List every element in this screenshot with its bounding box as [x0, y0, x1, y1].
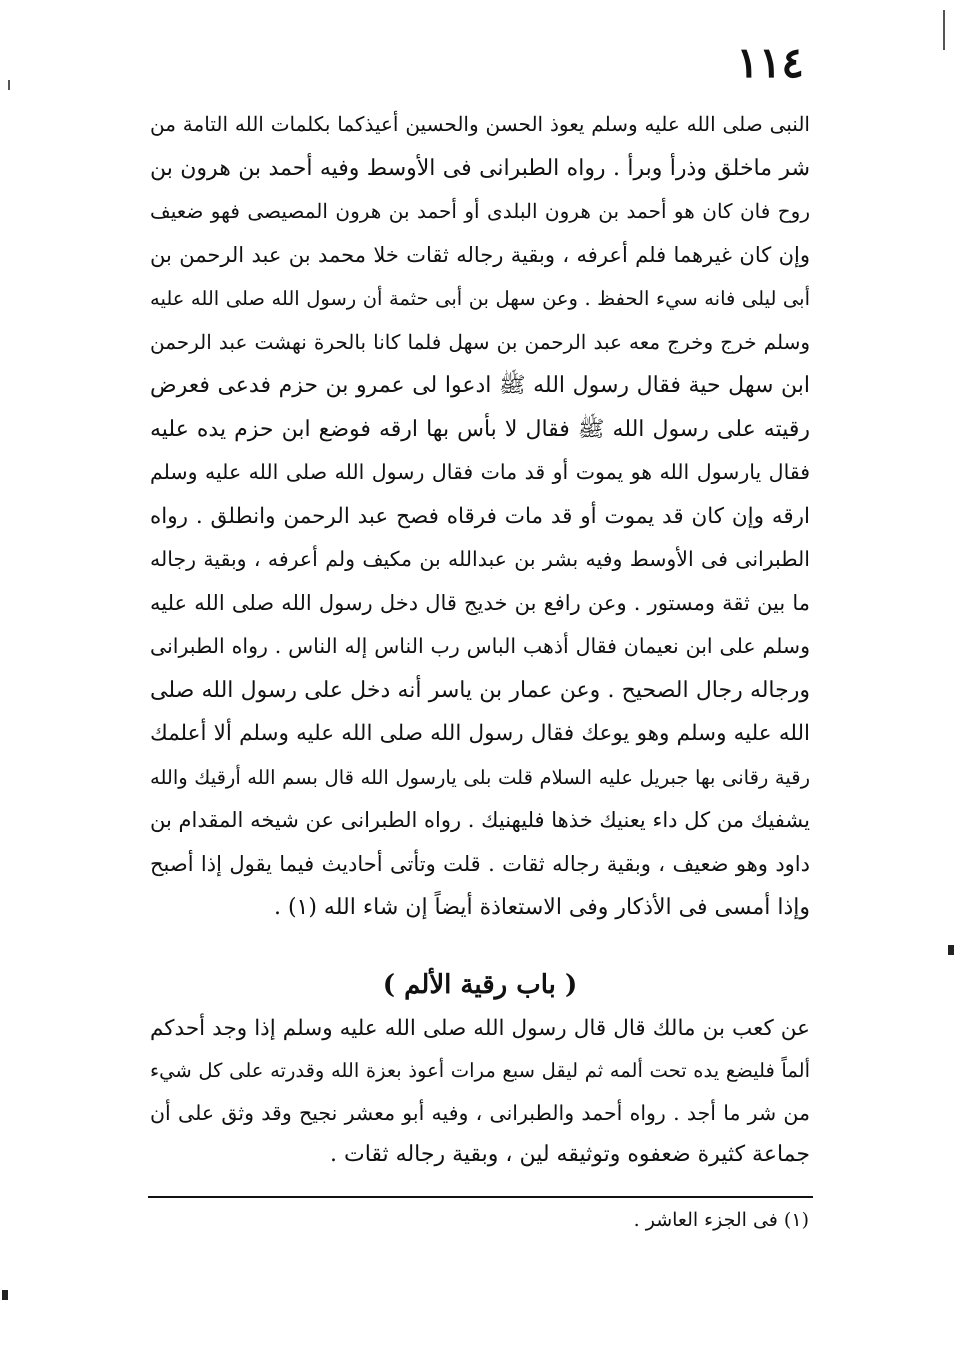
text-line: رقية رقانى بها جبريل عليه السلام قلت بلى يارسول الله قال بسم الله أرقيك والله	[150, 765, 810, 789]
text-line: النبى صلى الله عليه وسلم يعوذ الحسن والحسين أعيذكما بكلمات الله التامة من	[150, 112, 810, 136]
scan-mark-top-left	[8, 80, 10, 90]
text-line: يشفيك من كل داء يعنيك خذها فليهنيك . رواه الطبرانى عن شيخه المقدام بن	[150, 808, 810, 832]
text-line: وسلم على ابن نعيمان فقال أذهب الباس رب الناس إله الناس . رواه الطبرانى	[150, 634, 810, 658]
footnote-divider	[148, 1196, 813, 1198]
chapter-text-line: عن كعب بن مالك قال قال رسول الله صلى الله عليه وسلم إذا وجد أحدكم	[150, 1016, 810, 1041]
main-text-block	[150, 103, 810, 930]
text-line: الله عليه وسلم وهو يوعك فقال رسول الله صلى الله عليه وسلم ألا أعلمك	[150, 721, 810, 746]
text-line: فقال يارسول الله هو يموت أو قد مات فقال رسول الله صلى الله عليه وسلم	[150, 460, 810, 484]
chapter-text-line: جماعة كثيرة ضعفوه وتوثيقه لين ، وبقية رجاله ثقات .	[330, 1142, 810, 1167]
text-line: ارقه وإن كان قد يموت أو قد مات فرقاه فصح عبد الرحمن وانطلق . رواه	[150, 503, 810, 529]
text-line: ابن سهل حية فقال رسول الله ﷺ ادعوا لى عمرو بن حزم فدعى فعرض	[150, 373, 810, 398]
text-line: رقيته على رسول الله ﷺ فقال لا بأس بها ارقه فوضع ابن حزم يده عليه	[150, 416, 810, 442]
chapter-text-line: ألماً فليضع يده تحت ألمه ثم ليقل سبع مرات أعوذ بعزة الله وقدرته على كل شيء	[150, 1059, 810, 1082]
chapter-text-block	[150, 1008, 810, 1176]
text-line: ورجاله رجال الصحيح . وعن عمار بن ياسر أنه دخل على رسول الله صلى	[150, 677, 810, 703]
chapter-heading: ( باب رقية الألم )	[382, 970, 578, 1000]
chapter-text-line: من شر ما أجد . رواه أحمد والطبرانى ، وفيه أبو معشر نجيح وقد وثق على أن	[150, 1101, 810, 1125]
text-line: الطبرانى فى الأوسط وفيه بشر بن عبدالله بن مكيف ولم أعرفه ، وبقية رجاله	[150, 547, 810, 571]
scan-mark-top-right	[943, 10, 945, 50]
text-line: روح فان كان هو أحمد بن هرون البلدى أو أحمد بن هرون المصيصى فهو ضعيف	[150, 199, 810, 223]
margin-dot-left	[2, 1290, 8, 1300]
text-line: وإن كان غيرهما فلم أعرفه ، وبقية رجاله ثقات خلا محمد بن عبد الرحمن بن	[150, 242, 810, 267]
page-number: ١١٤	[736, 38, 804, 87]
margin-dot-right	[948, 945, 954, 955]
text-line: ما بين ثقة ومستور . وعن رافع بن خديج قال دخل رسول الله صلى الله عليه	[150, 590, 810, 615]
footnote: (١) فى الجزء العاشر .	[633, 1209, 809, 1231]
text-line: وسلم خرج وخرج معه عبد الرحمن بن سهل فلما كانا بالحرة نهشت عبد الرحمن	[150, 329, 810, 354]
text-line: شر ماخلق وذرأ وبرأ . رواه الطبرانى فى الأوسط وفيه أحمد بن هرون بن	[150, 155, 810, 181]
text-line: وإذا أمسى فى الأذكار وفى الاستعاذة أيضاً إن شاء الله (١) .	[273, 895, 810, 920]
text-line: أبى ليلى فانه سيء الحفظ . وعن سهل بن أبى حثمة أن رسول الله صلى الله عليه	[150, 287, 810, 310]
text-line: داود وهو ضعيف ، وبقية رجاله ثقات . قلت وتأتى أحاديث فيما يقول إذا أصبح	[150, 851, 810, 876]
